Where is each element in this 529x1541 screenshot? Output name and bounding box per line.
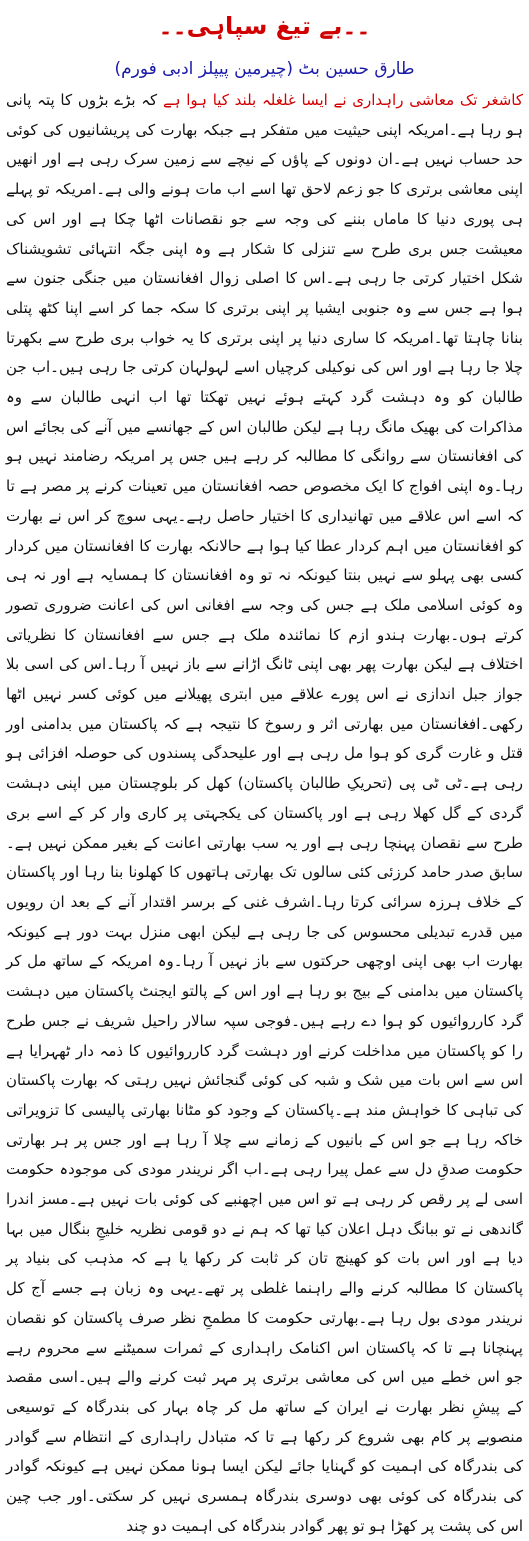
opening-highlight: کاشغر تک معاشی راہداری نے ایسا غلغلہ بلند کیا ہوا ہے bbox=[162, 91, 523, 109]
article-byline: طارق حسین بٹ (چیرمین پیپلز ادبی فورم) bbox=[114, 59, 415, 79]
article-title: ۔۔بے تیغ سپاہی۔۔ bbox=[158, 12, 371, 40]
article-body bbox=[6, 86, 523, 1535]
article-body-text: کہ بڑے بڑوں کا پتہ پانی ہو رہا ہے۔امریکہ اپنی حیثیت میں متفکر ہے جبکہ بھارت کی پریشانیوں کی کوئی حد حساب نہیں ہے۔ان دونوں کے پاؤں کے نیچے سے زمین سرک رہی ہے اور انھیں اپنی معاشی برتری کا جو زعم لاحق تھا اسے اب مات ہونے والی ہے۔امریکہ تو پہلے ہی پوری دنیا کا ماماں بننے کی وجہ سے جو نقصانات اٹھا چکا ہے اور اس کی معیشت جس بری طرح سے تنزلی کا شکار ہے وہ اپنی جگہ انتہائی تشویشناک شکل اختیار کرتی جا رہی ہے۔اس کا اصلی زوال افغانستان میں جنگی جنون سے ہوا ہے جس سے وہ جنوبی ایشیا پر اپنی برتری کا سکہ جما کر اسے اپنا کٹھ پتلی بنانا چاہتا تھا۔امریکہ کا ساری دنیا پر اپنی برتری کا یہ خواب بری طرح سے بکھرتا چلا جا رہا ہے اور اس کی نوکیلی کرچیاں اسے لہولہان کرتی جا رہی ہیں۔اب جن طالبان کو وہ دہشت گرد کہتے ہوئے نہیں تھکتا تھا اب انہی طالبان سے وہ مذاکرات کی بھیک مانگ رہا ہے لیکن طالبان اس کے جھانسے میں آنے کی بجائے اس کی افغانستان سے روانگی کا مطالبہ کر رہے ہیں جس پر امریکہ رضامند نہیں ہو رہا۔وہ اپنی افواج کا ایک مخصوص حصہ افغانستان میں تعینات کرنے پر مصر ہے تا کہ اسے اس علاقے میں تھانیداری کا اختیار حاصل رہے۔یہی سوچ کر اس نے بھارت کو افغانستان میں اہم کردار عطا کیا ہوا ہے حالانکہ بھارت کا افغانستان میں کردار کسی بھی پہلو سے نہیں بنتا کیونکہ نہ تو وہ افغانستان کا ہمسایہ ہے اور نہ ہی وہ کوئی اسلامی ملک ہے جس کی وجہ سے افغانی اس کی اعانت ضروری تصور کرتے ہوں۔بھارت ہندو ازم کا نمائندہ ملک ہے جس سے افغانستان کا نظریاتی اختلاف ہے لیکن بھارت پھر بھی اپنی ٹانگ اڑانے سے باز نہیں آ رہا۔اس کی اسی بلا جواز جبل اندازی نے اس پورے علاقے میں ابتری پھیلانے میں کوئی کسر نہیں اٹھا رکھی۔افغانستان میں بھارتی اثر و رسوخ کا نتیجہ ہے کہ پاکستان میں بدامنی اور قتل و غارت گری کو ہوا مل رہی ہے اور علیحدگی پسندوں کی حوصلہ افزائی ہو رہی ہے۔ٹی ٹی پی (تحریکِ طالبان پاکستان) کھل کر بلوچستان میں اپنی دہشت گردی کے گل کھلا رہی ہے اور پاکستان کی یکجہتی پر کاری وار کر کے اسے بری طرح سے نقصان پہنچا رہی ہے اور یہ سب بھارتی اعانت کے بغیر ممکن نہیں ہے۔سابق صدر حامد کرزئی کئی سالوں تک بھارتی ہاتھوں کا کھلونا بنا رہا اور پاکستان کے خلاف ہرزہ سرائی کرتا رہا۔اشرف غنی کے برسر اقتدار آنے کے بعد ان رویوں میں قدرے تبدیلی محسوس کی جا رہی ہے لیکن ابھی منزل بہت دور ہے کیونکہ بھارت اب بھی اپنی اوچھی حرکتوں سے باز نہیں آ رہا۔وہ امریکہ کے ساتھ مل کر پاکستان میں بدامنی کے بیج بو رہا ہے اور اس کے پالتو ایجنٹ پاکستان میں دہشت گرد کارروائیوں کو ہوا دے رہے ہیں۔فوجی سپہ سالار راحیل شریف نے جس طرح را کو پاکستان میں مداخلت کرنے اور دہشت گرد کارروائیوں کا ذمہ دار ٹھہرایا ہے اس سے اس بات میں شک و شبہ کی کوئی گنجائش نہیں رہتی کہ بھارت پاکستان کی تباہی کا خواہش مند ہے۔پاکستان کے وجود کو مٹانا بھارتی پالیسی کا تزویراتی خاکہ رہا ہے جو اس کے بانیوں کے زمانے سے چلا آ رہا ہے اور جس پر ہر بھارتی حکومت صدقِ دل سے عمل پیرا رہی ہے۔اب اگر نریندر مودی کی موجودہ حکومت اسی لے پر رقص کر رہی ہے تو اس میں اچھنبے کی کوئی بات نہیں ہے۔مسز اندرا گاندھی نے تو ببانگ دہل اعلان کیا تھا کہ ہم نے دو قومی نظریہ خلیجِ بنگال میں بہا دیا ہے اور اس بات کو کھینچ تان کر ثابت کر رکھا یا ہے کہ مذہب کی بنیاد پر پاکستان کا مطالبہ کرنے والے راہنما غلطی پر تھے۔یہی وہ زبان ہے جسے آج کل نریندر مودی بول رہا ہے۔بھارتی حکومت کا مطمحِ نظر صرف پاکستان کو نقصان پہنچانا ہے تا کہ پاکستان اس اکنامک راہداری کے ثمرات سمیٹنے سے محروم رہے جو اس خطے میں اس کی معاشی برتری پر مہر ثبت کرنے والے ہیں۔اسی مقصد کے پیشِ نظر بھارت نے ایران کے ساتھ مل کر چاہ بہار کی بندرگاہ کے توسیعی منصوبے پر کام بھی شروع کر رکھا ہے تا کہ متبادل راہداری کے انتظام سے گوادر کی بندرگاہ کی اہمیت کو گہنایا جائے لیکن ایسا ہونا ممکن نہیں ہے کیونکہ گوادر کی بندرگاہ کی کوئی بھی دوسری بندرگاہ ہمسری نہیں کر سکتی۔اور جب چین اس کی پشت پر کھڑا ہو تو پھر گوادر بندرگاہ کی اہمیت دو چند bbox=[6, 91, 523, 1535]
